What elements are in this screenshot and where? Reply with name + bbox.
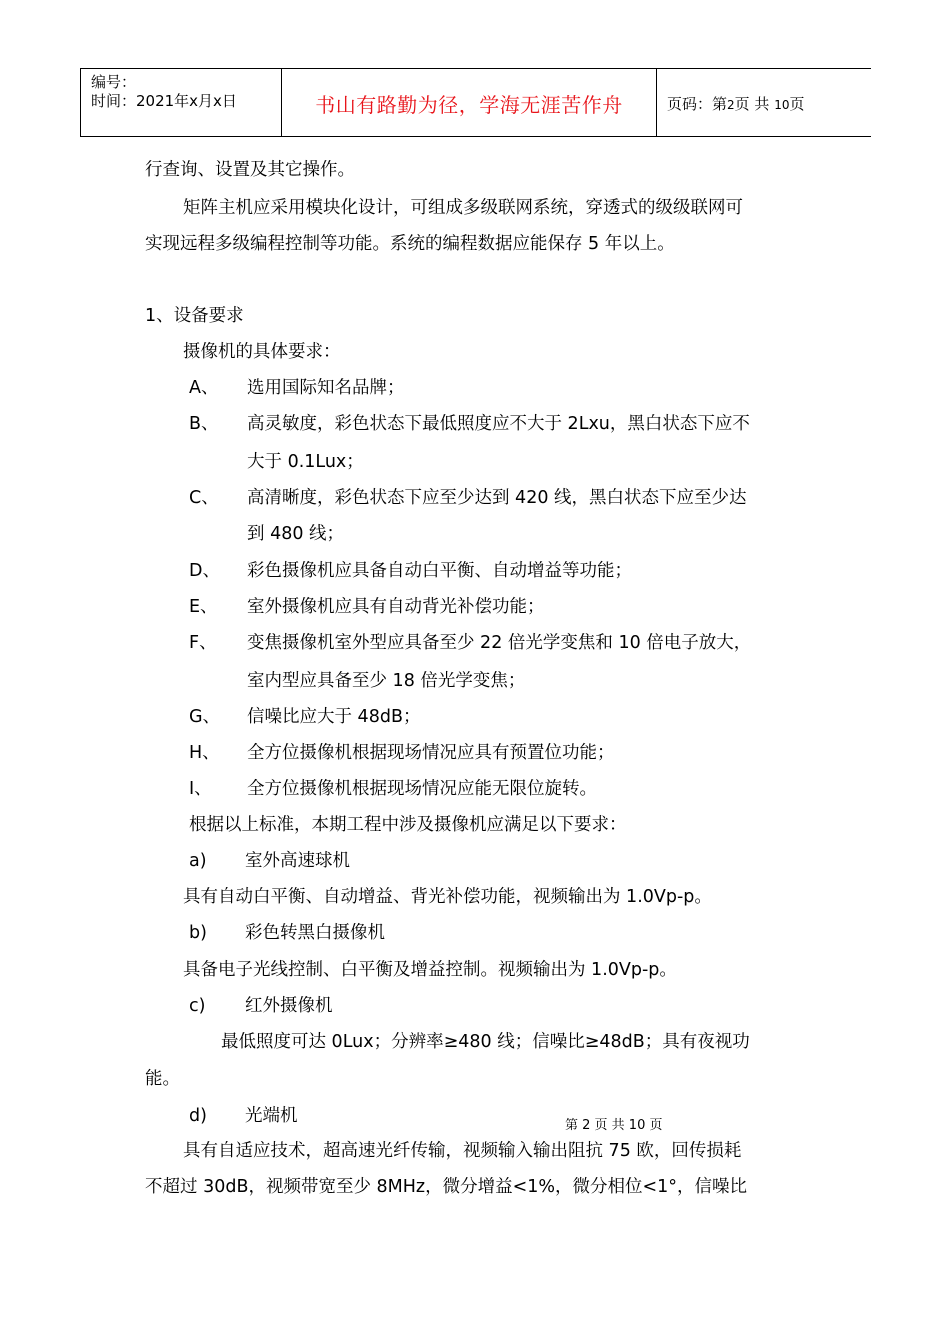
header-motto: 书山有路勤为径，学海无涯苦作舟 [315,93,623,117]
req-a-label: A、 [189,378,219,398]
item-d-label: d) [189,1106,207,1126]
body-line-1: 行查询、设置及其它操作。 [145,160,355,180]
item-d-desc-1: 具有自适应技术，超高速光纤传输，视频输入输出阻抗 75 欧，回传损耗 [183,1141,742,1161]
req-c-text-2: 到 480 线； [247,524,345,544]
standard-intro: 根据以上标准，本期工程中涉及摄像机应满足以下要求： [189,815,627,835]
para2-line-2: 实现远程多级编程控制等功能。系统的编程数据应能保存 5 年以上。 [145,234,675,254]
item-a-title: 室外高速球机 [245,851,350,871]
req-f-label: F、 [189,633,217,653]
page-total: 10 [774,98,790,112]
req-h-label: H、 [189,743,220,763]
page-current: 2 [727,98,735,112]
item-c-title: 红外摄像机 [245,996,333,1016]
header-cell-info [81,69,282,136]
item-c-desc-1: 最低照度可达 0Lux；分辨率≥480 线；信噪比≥48dB；具有夜视功 [221,1032,750,1052]
header-cell-page [657,69,871,136]
page-mid: 页 共 [734,95,770,113]
item-c-desc-2: 能。 [145,1069,180,1089]
doc-time-label: 时间：2021年x月x日 [91,92,237,110]
req-b-label: B、 [189,414,219,434]
item-b-desc: 具备电子光线控制、白平衡及增益控制。视频输出为 1.0Vp-p。 [183,960,677,980]
req-d-text: 彩色摄像机应具备自动白平衡、自动增益等功能； [247,561,632,581]
req-f-text-1: 变焦摄像机室外型应具备至少 22 倍光学变焦和 10 倍电子放大， [247,633,752,653]
req-c-text-1: 高清晰度，彩色状态下应至少达到 420 线，黑白状态下应至少达 [247,488,747,508]
item-b-title: 彩色转黑白摄像机 [245,923,385,943]
item-c-label: c) [189,996,206,1016]
section-title: 1、设备要求 [145,306,244,326]
header-table [80,68,871,137]
req-c-label: C、 [189,488,219,508]
req-a-text: 选用国际知名品牌； [247,378,405,398]
req-i-text: 全方位摄像机根据现场情况应能无限位旋转。 [247,779,597,799]
item-b-label: b) [189,923,207,943]
req-g-label: G、 [189,707,221,727]
req-b-text-1: 高灵敏度，彩色状态下最低照度应不大于 2Lxu，黑白状态下应不 [247,414,750,434]
item-d-desc-2: 不超过 30dB，视频带宽至少 8MHz，微分增益<1%，微分相位<1°，信噪比 [145,1177,748,1197]
item-a-label: a) [189,851,207,871]
req-b-text-2: 大于 0.1Lux； [247,452,364,472]
camera-intro: 摄像机的具体要求： [183,342,341,362]
page-footer: 第 2 页 共 10 页 [565,1118,663,1133]
page-suffix: 页 [789,95,805,113]
req-e-text: 室外摄像机应具有自动背光补偿功能； [247,597,545,617]
para2-line-1: 矩阵主机应采用模块化设计，可组成多级联网系统，穿透式的级级联网可 [183,198,743,218]
req-f-text-2: 室内型应具备至少 18 倍光学变焦； [247,671,526,691]
header-cell-motto [282,69,657,136]
header-page-number [667,93,805,114]
req-e-label: E、 [189,597,218,617]
item-d-title: 光端机 [245,1106,298,1126]
doc-number-label: 编号： [91,73,137,91]
item-a-desc: 具有自动白平衡、自动增益、背光补偿功能，视频输出为 1.0Vp-p。 [183,887,712,907]
req-i-label: I、 [189,779,212,799]
req-d-label: D、 [189,561,220,581]
req-g-text: 信噪比应大于 48dB； [247,707,421,727]
page-prefix: 页码：第 [667,95,728,113]
req-h-text: 全方位摄像机根据现场情况应具有预置位功能； [247,743,615,763]
